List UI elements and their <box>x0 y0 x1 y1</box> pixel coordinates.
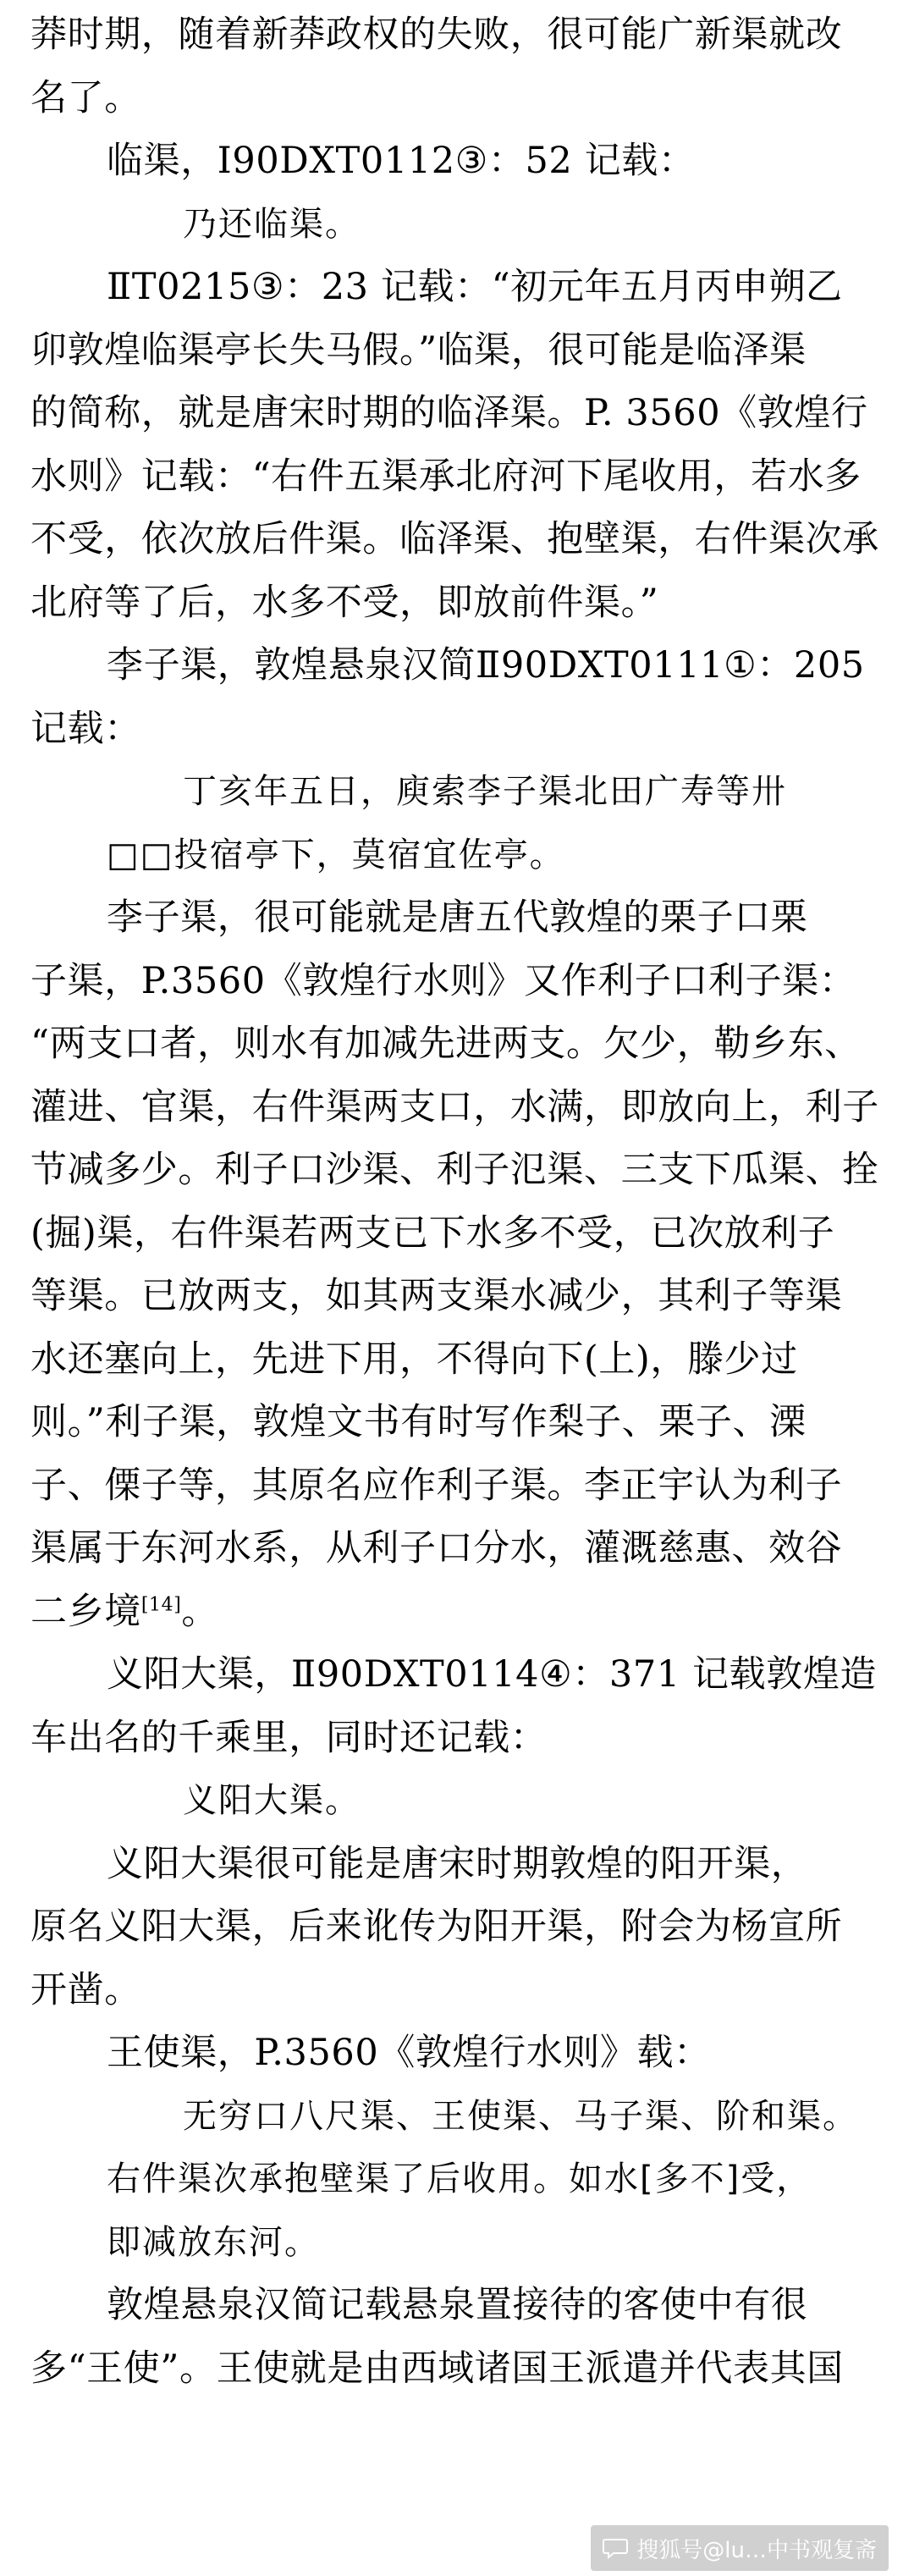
text-line <box>30 319 885 383</box>
line-text: 王使渠，P.3560《敦煌行水则》载： <box>107 2032 711 2074</box>
line-text: 二乡境 <box>30 1590 141 1633</box>
quoted-line <box>30 824 885 887</box>
text-line <box>30 508 885 571</box>
watermark-text: 搜狐号@lu…中书观复斋 <box>636 2537 877 2563</box>
line-text: (掘)渠，右件渠若两支已下水多不受，已次放利子 <box>30 1211 835 1255</box>
text-line <box>30 1265 885 1328</box>
line-text: 灌进、官渠，右件渠两支口，水满，即放向上，利子 <box>30 1085 879 1128</box>
line-text: 莽时期，随着新莽政权的失败，很可能广新渠就改 <box>30 14 843 56</box>
quoted-line <box>30 1769 885 1833</box>
text-line <box>30 1707 885 1770</box>
text-line <box>30 1580 885 1644</box>
line-text: 子、傈子等，其原名应作利子渠。李正宇认为利子 <box>30 1464 843 1507</box>
line-text: 水还塞向上，先进下用，不得向下(上)，滕少过 <box>30 1338 798 1381</box>
line-text: 李子渠，很可能就是唐五代敦煌的栗子口栗 <box>107 896 808 939</box>
line-text: 无穷口八尺渠、王使渠、马子渠、阶和渠。 <box>183 2096 858 2136</box>
line-text: □□投宿亭下，莫宿宜佐亭。 <box>107 835 565 874</box>
text-line <box>30 2274 885 2337</box>
line-text: ⅡT0215③：23 记载：“初元年五月丙申朔乙 <box>107 266 843 308</box>
line-text: 义阳大渠很可能是唐宋时期敦煌的阳开渠， <box>107 1842 808 1885</box>
line-text-tail: 。 <box>181 1590 218 1633</box>
text-line <box>30 1076 885 1139</box>
line-text: 则。”利子渠，敦煌文书有时写作梨子、栗子、溧 <box>30 1401 807 1443</box>
line-text: 右件渠次承抱壁渠了后收用。如水[多不]受， <box>107 2160 812 2198</box>
line-text: 乃还临渠。 <box>183 204 361 244</box>
citation-marker: [14] <box>140 1594 182 1616</box>
line-text: 多“王使”。王使就是由西域诸国王派遣并代表其国 <box>30 2347 844 2390</box>
text-line <box>30 1959 885 2022</box>
line-text: 原名义阳大渠，后来讹传为阳开渠，附会为杨宣所 <box>30 1906 843 1948</box>
line-text: 的简称，就是唐宋时期的临泽渠。P. 3560《敦煌行 <box>30 392 868 434</box>
text-line <box>30 1328 885 1392</box>
line-text: 临渠，Ⅰ90DXT0112③：52 记载： <box>107 140 696 182</box>
text-line <box>30 382 885 445</box>
text-line <box>30 1012 885 1076</box>
quoted-line <box>30 2085 885 2149</box>
quoted-line <box>30 193 885 256</box>
line-text: 卯敦煌临渠亭长失马假。”临渠，很可能是临泽渠 <box>30 328 807 372</box>
quoted-line <box>30 2148 885 2211</box>
line-text: 节减多少。利子口沙渠、利子氾渠、三支下瓜渠、拴 <box>30 1149 879 1191</box>
text-line <box>30 130 885 193</box>
line-text: 子渠，P.3560《敦煌行水则》又作利子口利子渠： <box>30 959 856 1002</box>
text-line <box>30 256 885 319</box>
line-text: 车出名的千乘里，同时还记载： <box>30 1716 548 1759</box>
text-line <box>30 2022 885 2085</box>
line-text: 义阳大渠。 <box>183 1781 361 1820</box>
line-text: 开凿。 <box>30 1968 141 2011</box>
line-text: 渠属于东河水系，从利子口分水，灌溉慈惠、效谷 <box>30 1527 843 1569</box>
source-watermark <box>591 2525 889 2571</box>
line-text: 义阳大渠，Ⅱ90DXT0114④：371 记载敦煌造 <box>107 1653 878 1696</box>
text-line <box>30 67 885 130</box>
line-text: 等渠。已放两支，如其两支渠水减少，其利子等渠 <box>30 1275 843 1317</box>
text-line <box>30 571 885 635</box>
text-line <box>30 950 885 1013</box>
text-line <box>30 634 885 698</box>
line-text: 李子渠，敦煌悬泉汉简Ⅱ90DXT0111①：205 <box>107 644 865 687</box>
text-line <box>30 1895 885 1959</box>
line-text: 名了。 <box>30 76 141 119</box>
line-text: 敦煌悬泉汉简记载悬泉置接待的客使中有很 <box>107 2284 808 2326</box>
line-text: 水则》记载：“右件五渠承北府河下尾收用，若水多 <box>30 455 862 498</box>
text-line <box>30 1454 885 1518</box>
text-line <box>30 1833 885 1896</box>
line-text: 即减放东河。 <box>107 2222 320 2262</box>
quoted-line <box>30 2211 885 2275</box>
text-line <box>30 886 885 950</box>
line-text: 记载： <box>30 707 141 750</box>
line-text: 北府等了后，水多不受，即放前件渠。” <box>30 581 659 624</box>
line-text: 丁亥年五日，庾索李子渠北田广寿等卅 <box>183 772 787 811</box>
text-line <box>30 445 885 509</box>
text-line <box>30 2337 885 2401</box>
text-line <box>30 1391 885 1454</box>
text-line <box>30 698 885 761</box>
text-line <box>30 3 885 67</box>
text-line <box>30 1643 885 1707</box>
text-line <box>30 1139 885 1202</box>
quoted-line <box>30 760 885 824</box>
text-line <box>30 1202 885 1266</box>
line-text: 不受，依次放后件渠。临泽渠、抱壁渠，右件渠次承 <box>30 518 879 560</box>
chat-bubble-icon <box>603 2537 628 2559</box>
line-text: “两支口者，则水有加减先进两支。欠少，勒乡东、 <box>30 1023 862 1065</box>
text-line <box>30 1517 885 1580</box>
